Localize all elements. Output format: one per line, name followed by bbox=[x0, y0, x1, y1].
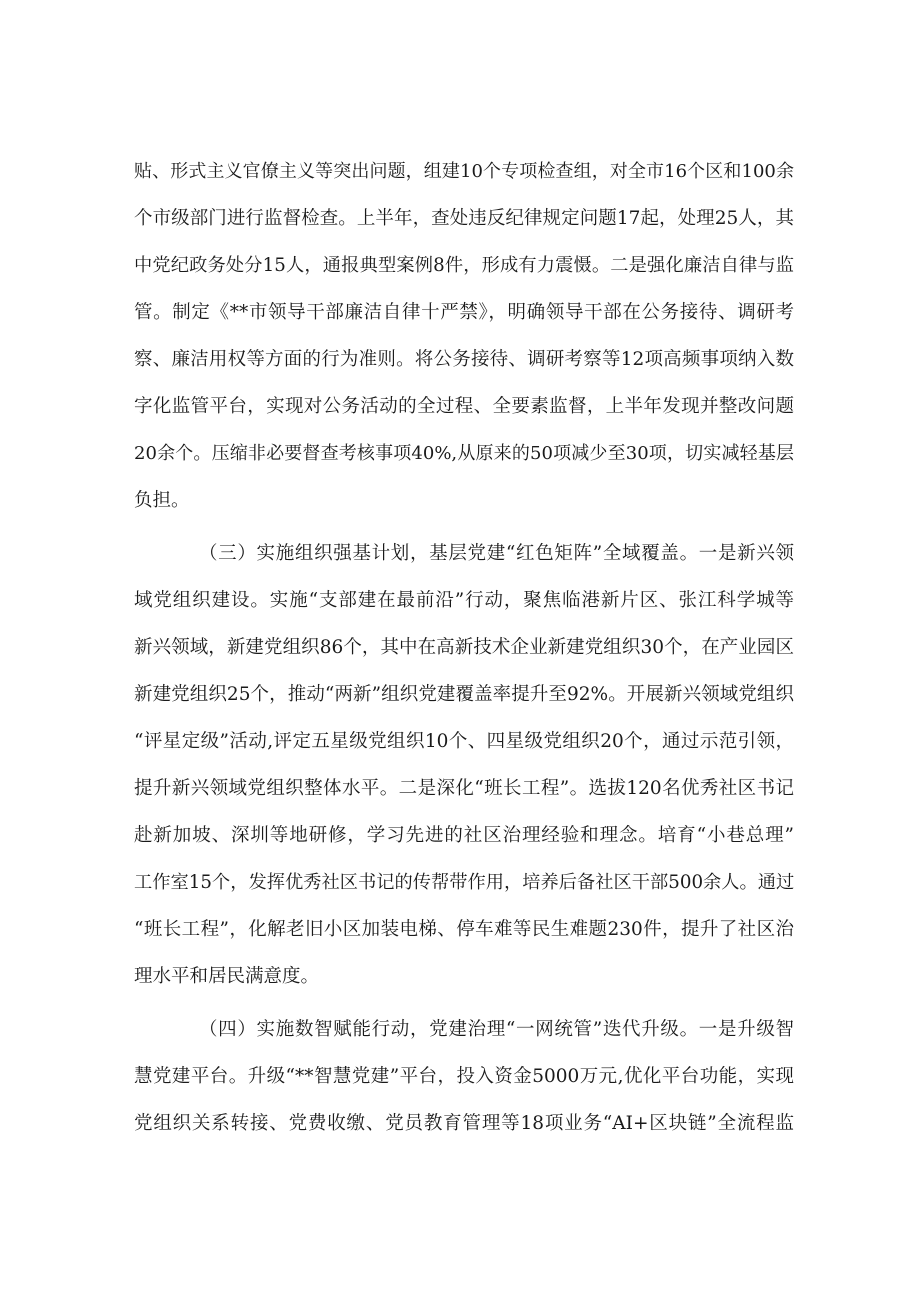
paragraph-3-line-1: （四）实施数智赋能行动，党建治理“一网统管”迭代升级。一是升级智 bbox=[199, 1019, 794, 1040]
paragraph-1-line-3: 中党纪政务处分15人，通报典型案例8件，形成有力震慑。二是强化廉洁自律与监 bbox=[134, 255, 794, 276]
paragraph-1-line-8: 负担。 bbox=[134, 490, 190, 511]
paragraph-2-line-7: 赴新加坡、深圳等地研修，学习先进的社区治理经验和理念。培育“小巷总理” bbox=[134, 825, 794, 846]
paragraph-2-line-4: 新建党组织25个，推动“两新”组织党建覆盖率提升至92%。开展新兴领域党组织 bbox=[134, 684, 794, 705]
paragraph-1-line-5: 察、廉洁用权等方面的行为准则。将公务接待、调研考察等12项高频事项纳入数 bbox=[134, 349, 794, 370]
paragraph-2-line-9: “班长工程”，化解老旧小区加装电梯、停车难等民生难题230件，提升了社区治 bbox=[134, 919, 794, 940]
paragraph-3-line-3: 党组织关系转接、党费收缴、党员教育管理等18项业务“AI+区块链”全流程监 bbox=[134, 1113, 794, 1134]
paragraph-2-line-2: 域党组织建设。实施“支部建在最前沿”行动，聚焦临港新片区、张江科学城等 bbox=[134, 590, 794, 611]
paragraph-2-line-10: 理水平和居民满意度。 bbox=[134, 966, 320, 987]
paragraph-2-line-6: 提升新兴领域党组织整体水平。二是深化“班长工程”。选拔120名优秀社区书记 bbox=[134, 778, 794, 799]
paragraph-1-line-2: 个市级部门进行监督检查。上半年，查处违反纪律规定问题17起，处理25人，其 bbox=[134, 208, 794, 229]
paragraph-3-line-2: 慧党建平台。升级“**智慧党建”平台，投入资金5000万元,优化平台功能，实现 bbox=[134, 1066, 794, 1087]
paragraph-2-line-1: （三）实施组织强基计划，基层党建“红色矩阵”全域覆盖。一是新兴领 bbox=[199, 543, 794, 564]
paragraph-2-line-5: “评星定级”活动,评定五星级党组织10个、四星级党组织20个，通过示范引领， bbox=[134, 731, 794, 752]
paragraph-1-line-1: 贴、形式主义官僚主义等突出问题，组建10个专项检查组，对全市16个区和100余 bbox=[134, 161, 794, 182]
paragraph-2-line-3: 新兴领域，新建党组织86个，其中在高新技术企业新建党组织30个，在产业园区 bbox=[134, 637, 794, 658]
paragraph-2-line-8: 工作室15个，发挥优秀社区书记的传帮带作用，培养后备社区干部500余人。通过 bbox=[134, 872, 794, 893]
paragraph-1-line-4: 管。制定《**市领导干部廉洁自律十严禁》，明确领导干部在公务接待、调研考 bbox=[134, 302, 794, 323]
paragraph-1-line-6: 字化监管平台，实现对公务活动的全过程、全要素监督，上半年发现并整改问题 bbox=[134, 396, 794, 417]
paragraph-1-line-7: 20余个。压缩非必要督查考核事项40%,从原来的50项减少至30项，切实减轻基层 bbox=[134, 443, 794, 464]
